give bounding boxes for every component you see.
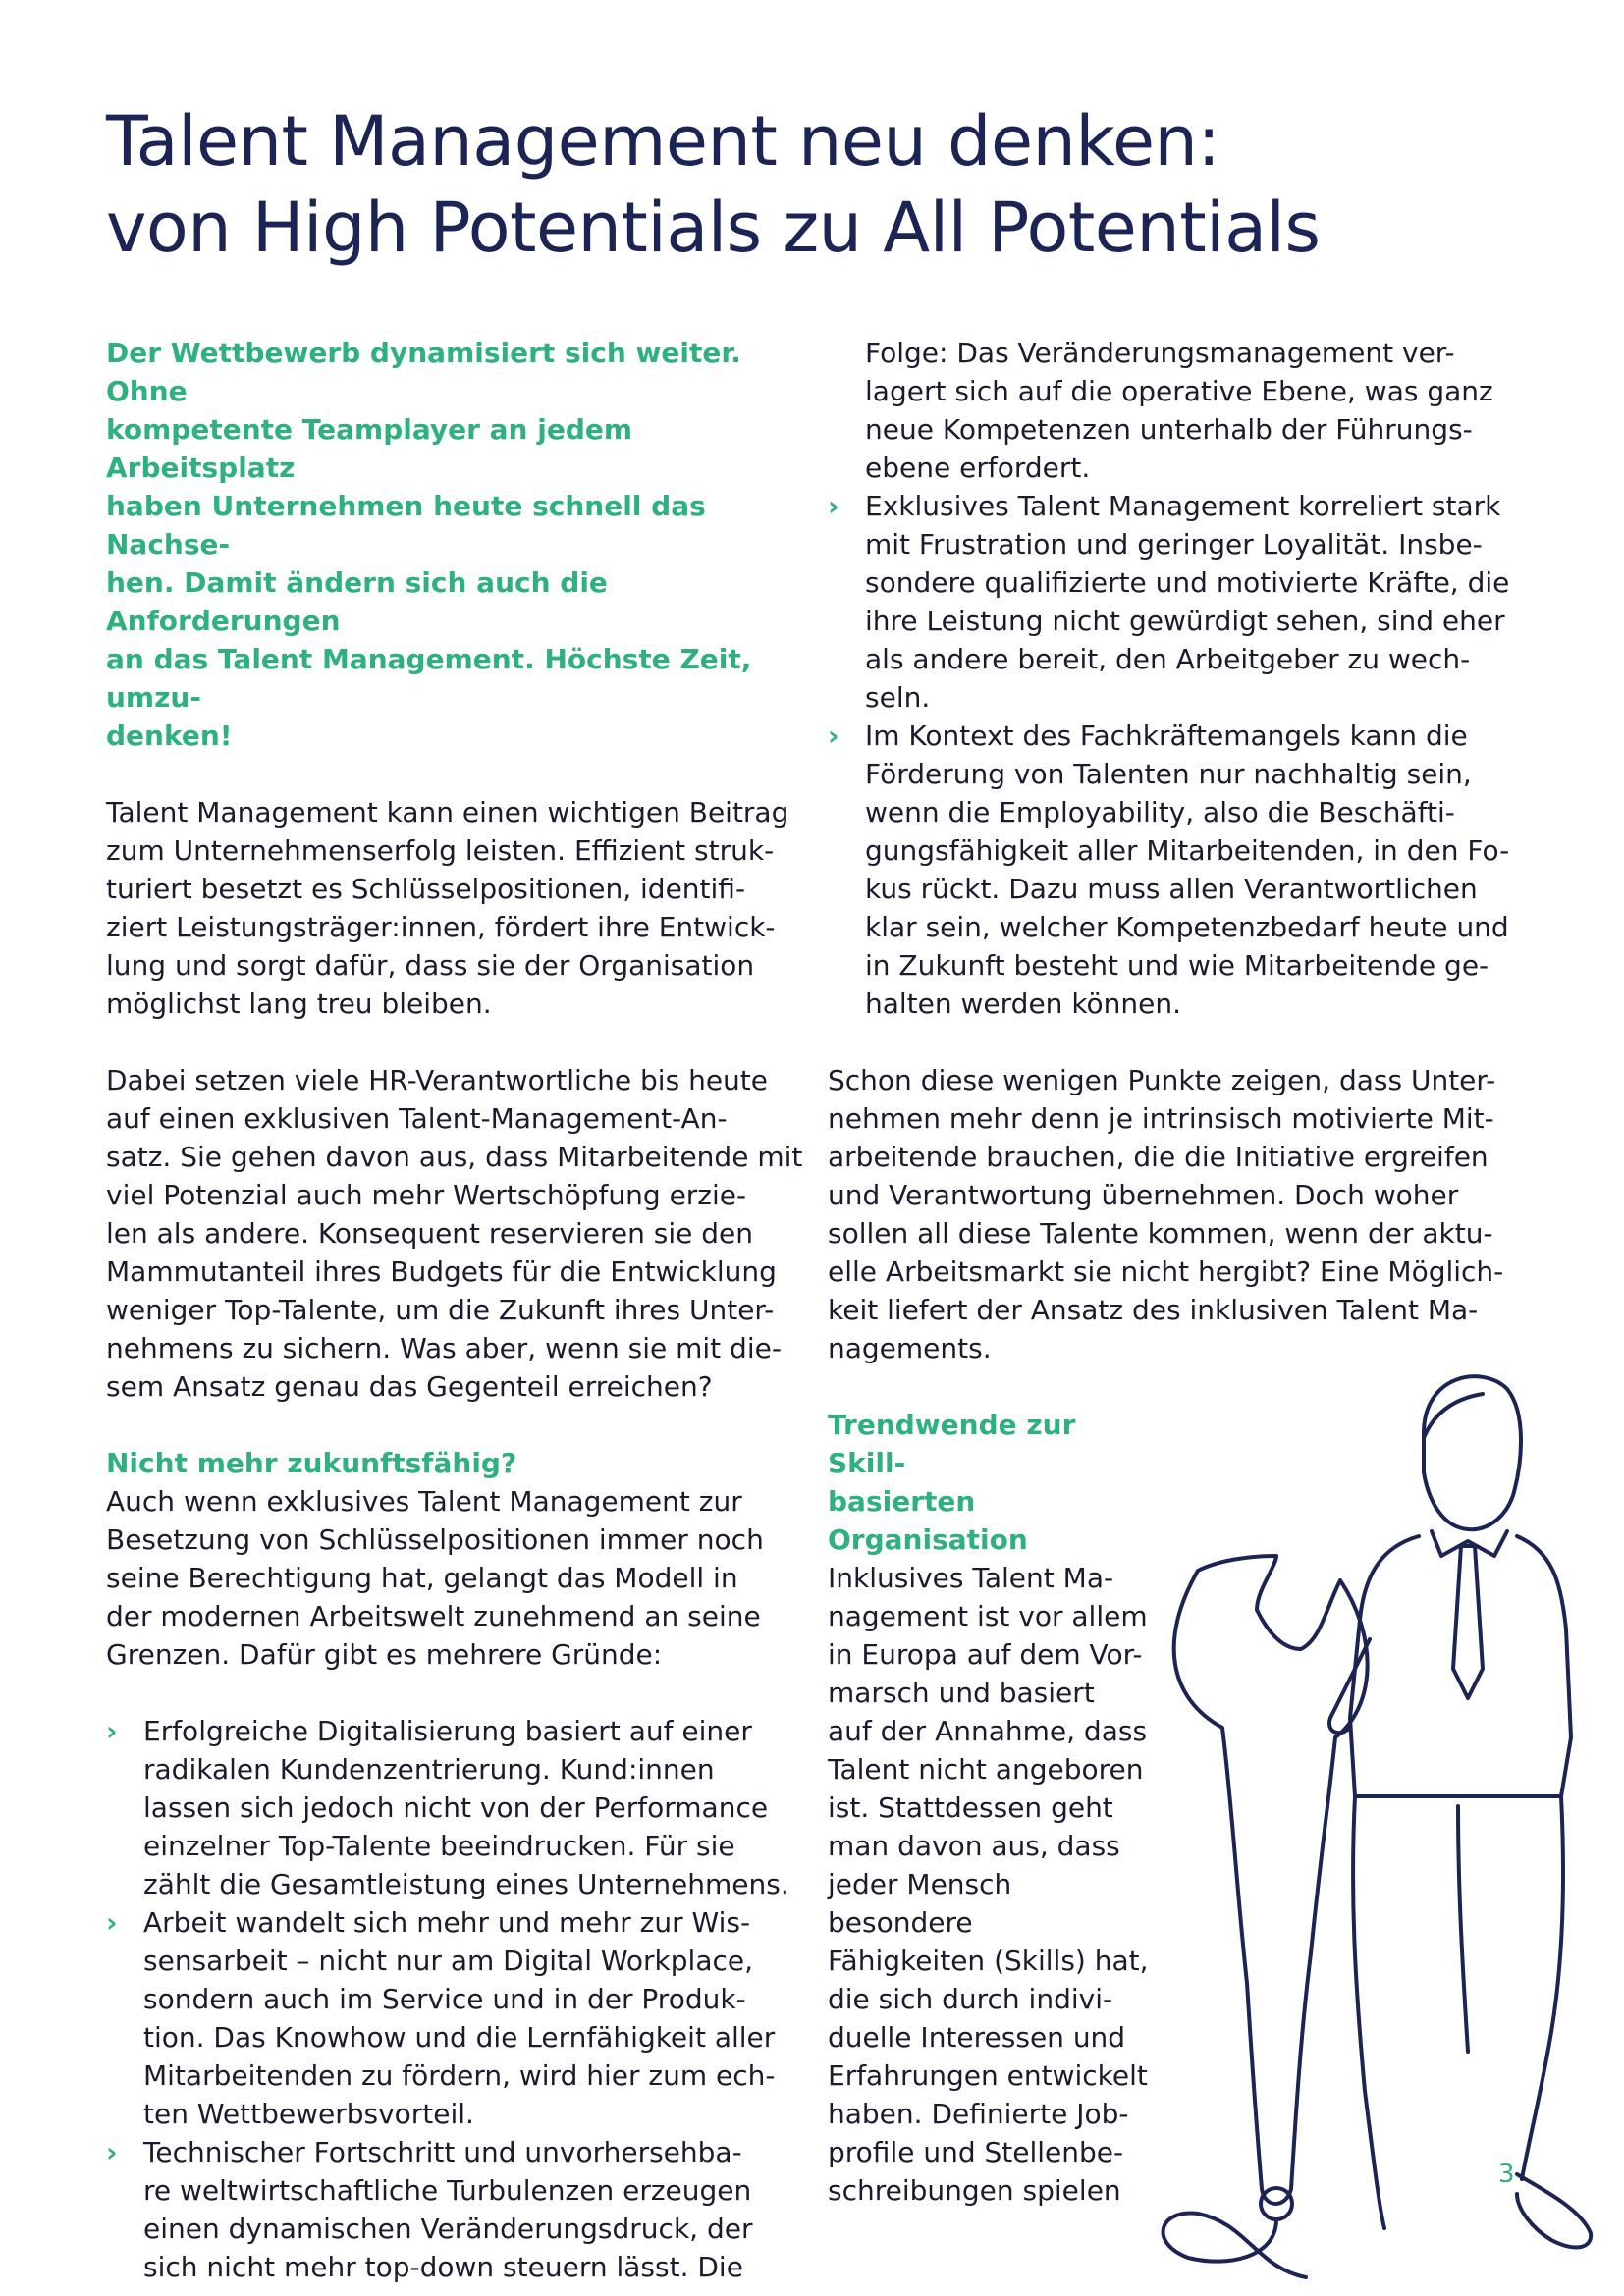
text-line: an das Talent Management. Höchste Zeit, umzu- (106, 643, 752, 714)
text-line: lung und sorgt dafür, dass sie der Organisation (106, 949, 755, 982)
text-line: arbeitende brauchen, die die Initiative ergreifen (828, 1141, 1489, 1173)
text-line: Exklusives Talent Management korreliert stark (865, 490, 1501, 522)
text-line: neue Kompetenzen unterhalb der Führungs- (865, 413, 1473, 446)
bullet-item (828, 487, 1535, 717)
bullet-item (106, 1903, 813, 2133)
page-number: 3 (1498, 2160, 1515, 2189)
text-line: auf der Annahme, dass (828, 1715, 1148, 1747)
text-line: nehmen mehr denn je intrinsisch motivierte Mit- (828, 1102, 1494, 1135)
text-line: in Zukunft besteht und wie Mitarbeitende ge- (865, 949, 1489, 982)
text-line: viel Potenzial auch mehr Wertschöpfung erzie- (106, 1179, 747, 1211)
text-line: weniger Top-Talente, um die Zukunft ihres Unter- (106, 1294, 775, 1326)
text-line: sich nicht mehr top-down steuern lässt. Die (143, 2251, 743, 2283)
text-line: sem Ansatz genau das Gegenteil erreichen? (106, 1370, 713, 1403)
text-line: Talent nicht angeboren (828, 1753, 1144, 1786)
text-line: Schon diese wenigen Punkte zeigen, dass Unter- (828, 1064, 1496, 1096)
text-line: basierten Organisation (828, 1485, 1028, 1556)
text-line: marsch und basiert (828, 1677, 1095, 1709)
text-line: seln. (865, 681, 931, 714)
text-line: gungsfähigkeit aller Mitarbeitenden, in den Fo- (865, 834, 1510, 867)
text-line: Auch wenn exklusives Talent Management zur (106, 1485, 742, 1518)
text-line: lassen sich jedoch nicht von der Performance (143, 1791, 769, 1824)
body-paragraph (106, 793, 813, 1023)
text-line: lagert sich auf die operative Ebene, was ganz (865, 375, 1493, 407)
body-paragraph (106, 1482, 813, 1674)
text-line: klar sein, welcher Kompetenzbedarf heute und (865, 911, 1509, 943)
head-outline (1424, 1376, 1521, 1529)
bullet-item (106, 2133, 813, 2286)
text-line: profile und Stellenbe- (828, 2136, 1124, 2168)
text-line: re weltwirtschaftliche Turbulenzen erzeugen (143, 2174, 752, 2207)
text-line: zählt die Gesamtleistung eines Unternehmens. (143, 1868, 789, 1900)
text-line: der modernen Arbeitswelt zunehmend an seine (106, 1600, 761, 1632)
text-line: ebene erfordert. (865, 452, 1091, 484)
text-line: radikalen Kundenzentrierung. Kund:innen (143, 1753, 715, 1786)
text-line: einen dynamischen Veränderungsdruck, der (143, 2213, 753, 2245)
text-line: man davon aus, dass (828, 1830, 1120, 1862)
text-line: und Verantwortung übernehmen. Doch woher (828, 1179, 1459, 1211)
text-line: Folge: Das Veränderungsmanagement ver- (865, 337, 1455, 369)
text-line: Im Kontext des Fachkräftemangels kann die (865, 720, 1468, 752)
bullet-item (828, 717, 1535, 1023)
chevron-right-icon: › (106, 2136, 118, 2168)
chevron-right-icon: › (828, 720, 839, 752)
text-line: ihre Leistung nicht gewürdigt sehen, sind eher (865, 605, 1505, 637)
text-line: Grenzen. Dafür gibt es mehrere Gründe: (106, 1638, 663, 1671)
text-line: halten werden können. (865, 988, 1182, 1020)
body-paragraph (828, 1559, 1162, 2210)
text-line: nagement ist vor allem (828, 1600, 1148, 1632)
chevron-right-icon: › (106, 1906, 118, 1939)
body-paragraph (828, 1061, 1535, 1367)
text-line: keit liefert der Ansatz des inklusiven Talent Ma- (828, 1294, 1479, 1326)
text-line: elle Arbeitsmarkt sie nicht hergibt? Eine Möglich- (828, 1255, 1504, 1288)
text-line: auf einen exklusiven Talent-Management-An- (106, 1102, 728, 1135)
text-line: kus rückt. Dazu muss allen Verantwortlichen (865, 873, 1478, 905)
legs-outline (1353, 1796, 1563, 2228)
man-with-wrench-illustration (1129, 1345, 1600, 2296)
section-heading: Nicht mehr zukunftsfähig? (106, 1447, 517, 1479)
text-line: sondere qualifizierte und motivierte Kräfte, die (865, 566, 1510, 599)
text-line: haben. Definierte Job- (828, 2098, 1129, 2130)
text-line: kompetente Teamplayer an jedem Arbeitsplatz (106, 413, 633, 484)
title-line: Talent Management neu denken: (106, 101, 1220, 182)
text-line: len als andere. Konsequent reservieren sie den (106, 1217, 753, 1250)
bullet-list (828, 487, 1535, 1023)
page-title (106, 98, 1530, 271)
text-line: Trendwende zur Skill- (828, 1409, 1076, 1479)
text-line: in Europa auf dem Vor- (828, 1638, 1143, 1671)
text-line: ist. Stattdessen geht (828, 1791, 1113, 1824)
text-line: nehmens zu sichern. Was aber, wenn sie mit die- (106, 1332, 782, 1364)
text-line: Dabei setzen viele HR-Verantwortliche bis heute (106, 1064, 768, 1096)
bullet-continuation (828, 334, 1535, 487)
text-line: Erfahrungen entwickelt (828, 2059, 1148, 2092)
title-line: von High Potentials zu All Potentials (106, 187, 1321, 268)
chevron-right-icon: › (828, 490, 839, 522)
text-line: turiert besetzt es Schlüsselpositionen, identifi- (106, 873, 746, 905)
chevron-right-icon: › (106, 1715, 118, 1747)
text-line: seine Berechtigung hat, gelangt das Modell in (106, 1562, 738, 1594)
text-line: denken! (106, 720, 233, 752)
text-line: duelle Interessen und (828, 2021, 1126, 2054)
text-line: Mammutanteil ihres Budgets für die Entwicklung (106, 1255, 777, 1288)
text-line: zum Unternehmenserfolg leisten. Effizient struk- (106, 834, 775, 867)
text-line: satz. Sie gehen davon aus, dass Mitarbeitende mit (106, 1141, 803, 1173)
text-line: Inklusives Talent Ma- (828, 1562, 1114, 1594)
text-line: haben Unternehmen heute schnell das Nachse- (106, 490, 706, 561)
shoe-outline (1517, 2174, 1591, 2247)
bullet-list (106, 1712, 813, 2286)
text-line: als andere bereit, den Arbeitgeber zu wech- (865, 643, 1471, 675)
text-line: Besetzung von Schlüsselpositionen immer noch (106, 1523, 764, 1556)
left-column (106, 334, 813, 2286)
text-line: jeder Mensch besondere (828, 1868, 1012, 1939)
text-line: tion. Das Knowhow und die Lernfähigkeit aller (143, 2021, 776, 2054)
text-line: Mitarbeitenden zu fördern, wird hier zum ech- (143, 2059, 776, 2092)
text-line: einzelner Top-Talente beeindrucken. Für sie (143, 1830, 735, 1862)
text-line: sollen all diese Talente kommen, wenn der aktu- (828, 1217, 1493, 1250)
text-line: Arbeit wandelt sich mehr und mehr zur Wis- (143, 1906, 751, 1939)
body-paragraph (106, 1061, 813, 1406)
text-line: ten Wettbewerbsvorteil. (143, 2098, 474, 2130)
text-line: möglichst lang treu bleiben. (106, 988, 492, 1020)
text-line: die sich durch indivi- (828, 1983, 1113, 2015)
text-line: sensarbeit – nicht nur am Digital Workplace, (143, 1945, 754, 1977)
text-line: Der Wettbewerb dynamisiert sich weiter. Ohne (106, 337, 741, 407)
text-line: nagements. (828, 1332, 992, 1364)
text-line: sondern auch im Service und in der Produk- (143, 1983, 746, 2015)
text-line: ziert Leistungsträger:innen, fördert ihre Entwick- (106, 911, 776, 943)
text-line: Fähigkeiten (Skills) hat, (828, 1945, 1149, 1977)
text-line: Technischer Fortschritt und unvorhersehba- (143, 2136, 742, 2168)
section-heading (828, 1406, 1162, 1559)
bullet-item (106, 1712, 813, 1903)
text-line: Erfolgreiche Digitalisierung basiert auf einer (143, 1715, 752, 1747)
text-line: schreibungen spielen (828, 2174, 1121, 2207)
text-line: mit Frustration und geringer Loyalität. Insbe- (865, 528, 1483, 561)
tie-outline (1453, 1546, 1483, 1698)
text-line: wenn die Employability, also die Beschäfti- (865, 796, 1455, 828)
collar-outline (1432, 1531, 1507, 1556)
text-line: Talent Management kann einen wichtigen Beitrag (106, 796, 789, 828)
trailing-line (1164, 2214, 1306, 2277)
wrench-outline (1174, 1556, 1368, 2204)
lead-paragraph (106, 334, 813, 755)
text-line: hen. Damit ändern sich auch die Anforderungen (106, 566, 608, 637)
text-line: Förderung von Talenten nur nachhaltig sein, (865, 758, 1472, 790)
